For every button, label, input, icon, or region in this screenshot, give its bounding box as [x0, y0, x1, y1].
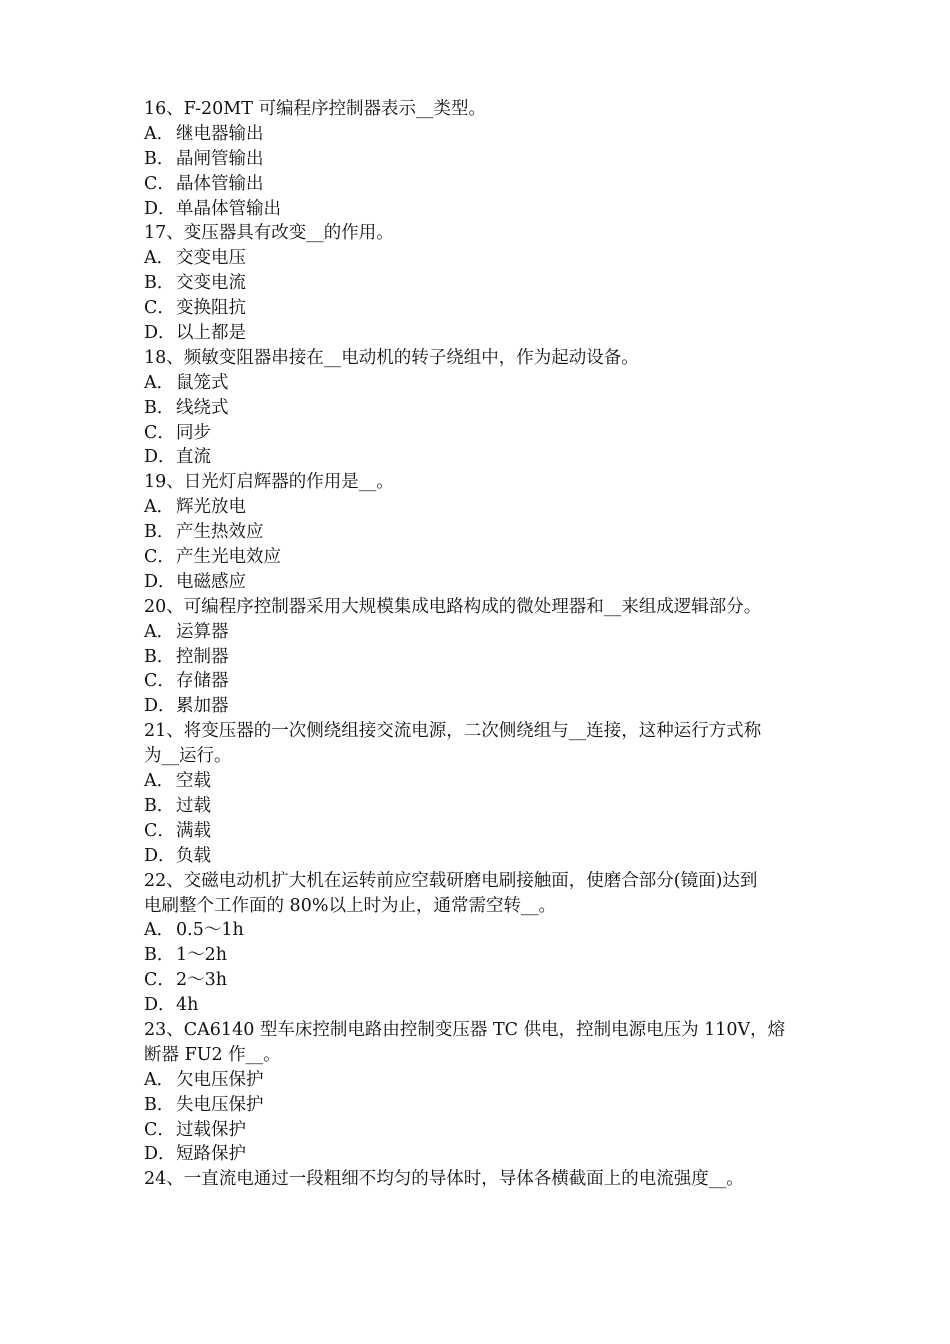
option-text: 空载 [176, 771, 211, 792]
option [144, 371, 814, 396]
option-text: 继电器输出 [176, 123, 264, 144]
option-letter: A． [144, 372, 175, 393]
option [144, 1118, 814, 1143]
option-letter: D． [144, 571, 176, 592]
option-letter: C． [144, 820, 175, 841]
option [144, 122, 814, 147]
option-letter: A． [144, 497, 175, 518]
option-letter: B． [144, 1094, 175, 1115]
option [144, 694, 814, 719]
option [144, 147, 814, 172]
option-text: 直流 [176, 447, 211, 468]
option-letter: A． [144, 248, 175, 269]
option-text: 负载 [176, 845, 211, 866]
option [144, 1093, 814, 1118]
option-text: 辉光放电 [176, 497, 246, 518]
option-letter: D． [144, 198, 176, 219]
option-text: 晶体管输出 [176, 173, 264, 194]
option-letter: B． [144, 646, 175, 667]
option-letter: A． [144, 920, 175, 941]
option-letter: D． [144, 845, 176, 866]
option [144, 197, 814, 222]
option-text: 短路保护 [176, 1144, 246, 1165]
option-letter: B． [144, 148, 175, 169]
option [144, 445, 814, 470]
question-stem-continued: 为__运行。 [144, 746, 232, 767]
question-stem: 24、一直流电通过一段粗细不均匀的导体时，导体各横截面上的电流强度__。 [144, 1169, 744, 1190]
option-text: 鼠笼式 [176, 372, 229, 393]
question-stem: 18、频敏变阻器串接在__电动机的转子绕组中，作为起动设备。 [144, 347, 639, 368]
option [144, 321, 814, 346]
option [144, 172, 814, 197]
option-letter: A． [144, 1069, 175, 1090]
option-letter: B． [144, 273, 175, 294]
option-letter: D． [144, 447, 176, 468]
question-stem: 17、变压器具有改变__的作用。 [144, 223, 394, 244]
option [144, 520, 814, 545]
option-letter: B． [144, 795, 175, 816]
option-letter: C． [144, 671, 175, 692]
option [144, 794, 814, 819]
question-stem: 23、CA6140 型车床控制电路由控制变压器 TC 供电，控制电源电压为 110V，熔 [144, 1019, 786, 1040]
option-text: 产生光电效应 [176, 547, 281, 568]
option-text: 交变电流 [176, 273, 246, 294]
option-letter: C． [144, 1119, 175, 1140]
option [144, 246, 814, 271]
option-text: 电磁感应 [176, 571, 246, 592]
option-text: 存储器 [176, 671, 229, 692]
option-letter: C． [144, 422, 175, 443]
option-letter: C． [144, 173, 175, 194]
option [144, 495, 814, 520]
option-text: 晶闸管输出 [176, 148, 264, 169]
option [144, 669, 814, 694]
option-letter: A． [144, 621, 175, 642]
option [144, 918, 814, 943]
option-letter: A． [144, 771, 175, 792]
option [144, 296, 814, 321]
option-letter: B． [144, 397, 175, 418]
option-text: 以上都是 [176, 323, 246, 344]
option [144, 1142, 814, 1167]
option-text: 产生热效应 [176, 522, 264, 543]
option-text: 失电压保护 [176, 1094, 264, 1115]
option [144, 645, 814, 670]
option [144, 545, 814, 570]
option-letter: B． [144, 945, 175, 966]
option-text: 满载 [176, 820, 211, 841]
option-text: 累加器 [176, 696, 229, 717]
option [144, 819, 814, 844]
question-stem-continued: 断器 FU2 作__。 [144, 1044, 281, 1065]
question-stem: 21、将变压器的一次侧绕组接交流电源，二次侧绕组与__连接，这种运行方式称 [144, 721, 762, 742]
option-text: 欠电压保护 [176, 1069, 264, 1090]
option [144, 1068, 814, 1093]
option-text: 1～2h [176, 945, 228, 966]
option [144, 968, 814, 993]
option-text: 线绕式 [176, 397, 229, 418]
option-letter: C． [144, 547, 175, 568]
option-text: 运算器 [176, 621, 229, 642]
option-text: 交变电压 [176, 248, 246, 269]
option-letter: B． [144, 522, 175, 543]
option-text: 过载 [176, 795, 211, 816]
option-letter: D． [144, 696, 176, 717]
option [144, 421, 814, 446]
option [144, 769, 814, 794]
option-letter: A． [144, 123, 175, 144]
option-text: 单晶体管输出 [176, 198, 281, 219]
question-stem: 20、可编程序控制器采用大规模集成电路构成的微处理器和__来组成逻辑部分。 [144, 596, 762, 617]
option [144, 943, 814, 968]
option-letter: C． [144, 298, 175, 319]
question-list [144, 97, 814, 1192]
option [144, 993, 814, 1018]
option-letter: D． [144, 995, 176, 1016]
option-letter: C． [144, 970, 175, 991]
option [144, 271, 814, 296]
option [144, 396, 814, 421]
option-text: 变换阻抗 [176, 298, 246, 319]
option [144, 844, 814, 869]
option-text: 过载保护 [176, 1119, 246, 1140]
option-text: 4h [176, 995, 199, 1016]
option-letter: D． [144, 1144, 176, 1165]
option-text: 2～3h [176, 970, 228, 991]
option [144, 570, 814, 595]
question-stem: 19、日光灯启辉器的作用是__。 [144, 472, 394, 493]
option-text: 0.5～1h [176, 920, 244, 941]
option-text: 控制器 [176, 646, 229, 667]
option-text: 同步 [176, 422, 211, 443]
question-stem-continued: 电刷整个工作面的 80%以上时为止，通常需空转__。 [144, 895, 556, 916]
option [144, 620, 814, 645]
question-stem: 16、F-20MT 可编程序控制器表示__类型。 [144, 99, 486, 119]
question-stem: 22、交磁电动机扩大机在运转前应空载研磨电刷接触面，使磨合部分(镜面)达到 [144, 870, 758, 891]
option-letter: D． [144, 323, 176, 344]
